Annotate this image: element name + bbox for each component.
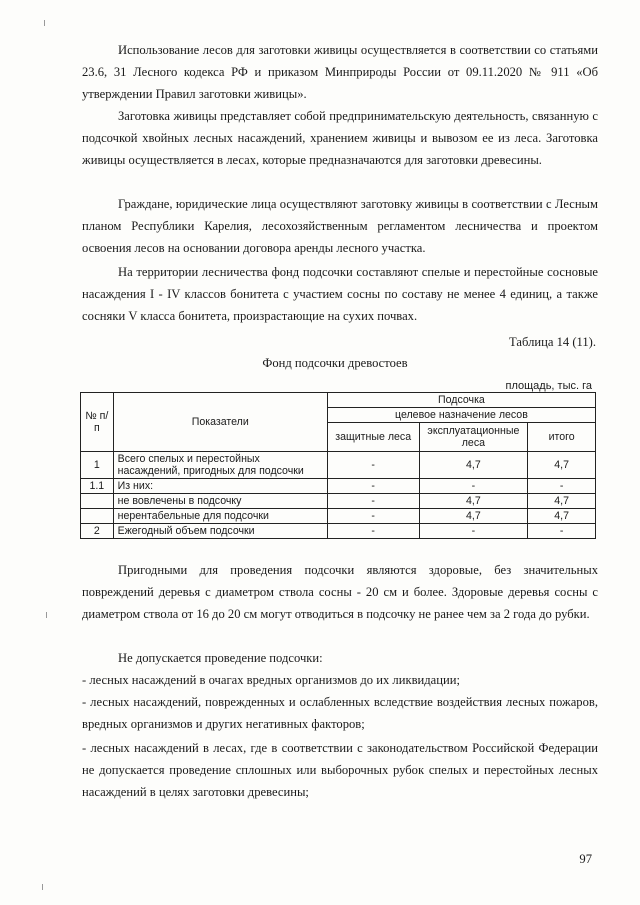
data-table xyxy=(80,392,596,539)
scan-mark xyxy=(46,612,47,618)
table-row xyxy=(81,479,596,494)
row-num: 1 xyxy=(81,452,114,479)
table-caption: Таблица 14 (11). xyxy=(509,335,596,349)
row-value-total: - xyxy=(528,524,596,539)
row-name: Ежегодный объем подсочки xyxy=(113,524,327,539)
paragraph-4: На территории лесничества фонд подсочки составляют спелые и перестойные сосновые насаждения I - IV классов бонитета с участием сосны по составу не менее 4 единиц, а также сосняки V класса бонитета, произрастающие на сухих почвах. xyxy=(82,265,598,323)
row-value-exploitation: - xyxy=(419,479,528,494)
list-item-2: - лесных насаждений, поврежденных и ослабленных вследствие воздействия лесных пожаров, вредных организмов и других негативных факторов; xyxy=(82,695,598,731)
table-row xyxy=(81,494,596,509)
row-value-total: 4,7 xyxy=(528,509,596,524)
page-number: 97 xyxy=(579,852,592,866)
row-value-total: - xyxy=(528,479,596,494)
row-num: 2 xyxy=(81,524,114,539)
row-value-protective: - xyxy=(327,494,419,509)
row-value-exploitation: 4,7 xyxy=(419,494,528,509)
table-header-row xyxy=(81,393,596,408)
table-row xyxy=(81,452,596,479)
row-name: Всего спелых и перестойных насаждений, пригодных для подсочки xyxy=(113,452,327,479)
row-value-exploitation: 4,7 xyxy=(419,509,528,524)
header-col-protective: защитные леса xyxy=(327,423,419,452)
paragraph-5: Пригодными для проведения подсочки являются здоровые, без значительных повреждений деревья с диаметром ствола сосны - 20 см и более. Здоровые деревья сосны с диаметром ствола от 16 до 20 см могут отводиться в подсочку не ранее чем за 2 года до рубки. xyxy=(82,563,598,621)
paragraph-6: Не допускается проведение подсочки: xyxy=(118,651,323,665)
row-name: Из них: xyxy=(113,479,327,494)
list-item-3: - лесных насаждений в лесах, где в соответствии с законодательством Российской Федерации не допускается проведение сплошных или выборочных рубок спелых и перестойных лесных насаждений в целях заготовки древесины; xyxy=(82,741,598,799)
scan-mark xyxy=(42,884,43,890)
row-num: 1.1 xyxy=(81,479,114,494)
row-value-protective: - xyxy=(327,452,419,479)
row-value-protective: - xyxy=(327,479,419,494)
header-col-total: итого xyxy=(528,423,596,452)
paragraph-2: Заготовка живицы представляет собой предпринимательскую деятельность, связанную с подсочкой хвойных лесных насаждений, хранением живицы и вывозом ее из леса. Заготовка живицы осуществляется в лесах, которые предназначаются для заготовки древесины. xyxy=(82,109,598,167)
table-title: Фонд подсочки древостоев xyxy=(262,356,408,370)
row-value-exploitation: 4,7 xyxy=(419,452,528,479)
list-item-1: - лесных насаждений в очагах вредных организмов до их ликвидации; xyxy=(82,673,460,687)
header-num: № п/п xyxy=(81,393,114,452)
table-row xyxy=(81,509,596,524)
table-units: площадь, тыс. га xyxy=(505,380,592,392)
row-name: не вовлечены в подсочку xyxy=(113,494,327,509)
row-num xyxy=(81,509,114,524)
header-col-exploitation: эксплуатационные леса xyxy=(419,423,528,452)
row-value-total: 4,7 xyxy=(528,452,596,479)
header-indicator: Показатели xyxy=(113,393,327,452)
row-value-protective: - xyxy=(327,524,419,539)
row-name: нерентабельные для подсочки xyxy=(113,509,327,524)
table-row xyxy=(81,524,596,539)
scan-mark xyxy=(44,20,45,26)
row-value-exploitation: - xyxy=(419,524,528,539)
row-value-protective: - xyxy=(327,509,419,524)
row-num xyxy=(81,494,114,509)
row-value-total: 4,7 xyxy=(528,494,596,509)
header-group: Подсочка xyxy=(327,393,595,408)
paragraph-1: Использование лесов для заготовки живицы осуществляется в соответствии со статьями 23.6, 31 Лесного кодекса РФ и приказом Минприроды России от 09.11.2020 № 911 «Об утверждении Правил заготовки живицы». xyxy=(82,43,598,101)
paragraph-3: Граждане, юридические лица осуществляют заготовку живицы в соответствии с Лесным планом Республики Карелия, лесохозяйственным регламентом лесничества и проектом освоения лесов на основании договора аренды лесного участка. xyxy=(82,197,598,255)
header-subgroup: целевое назначение лесов xyxy=(327,408,595,423)
